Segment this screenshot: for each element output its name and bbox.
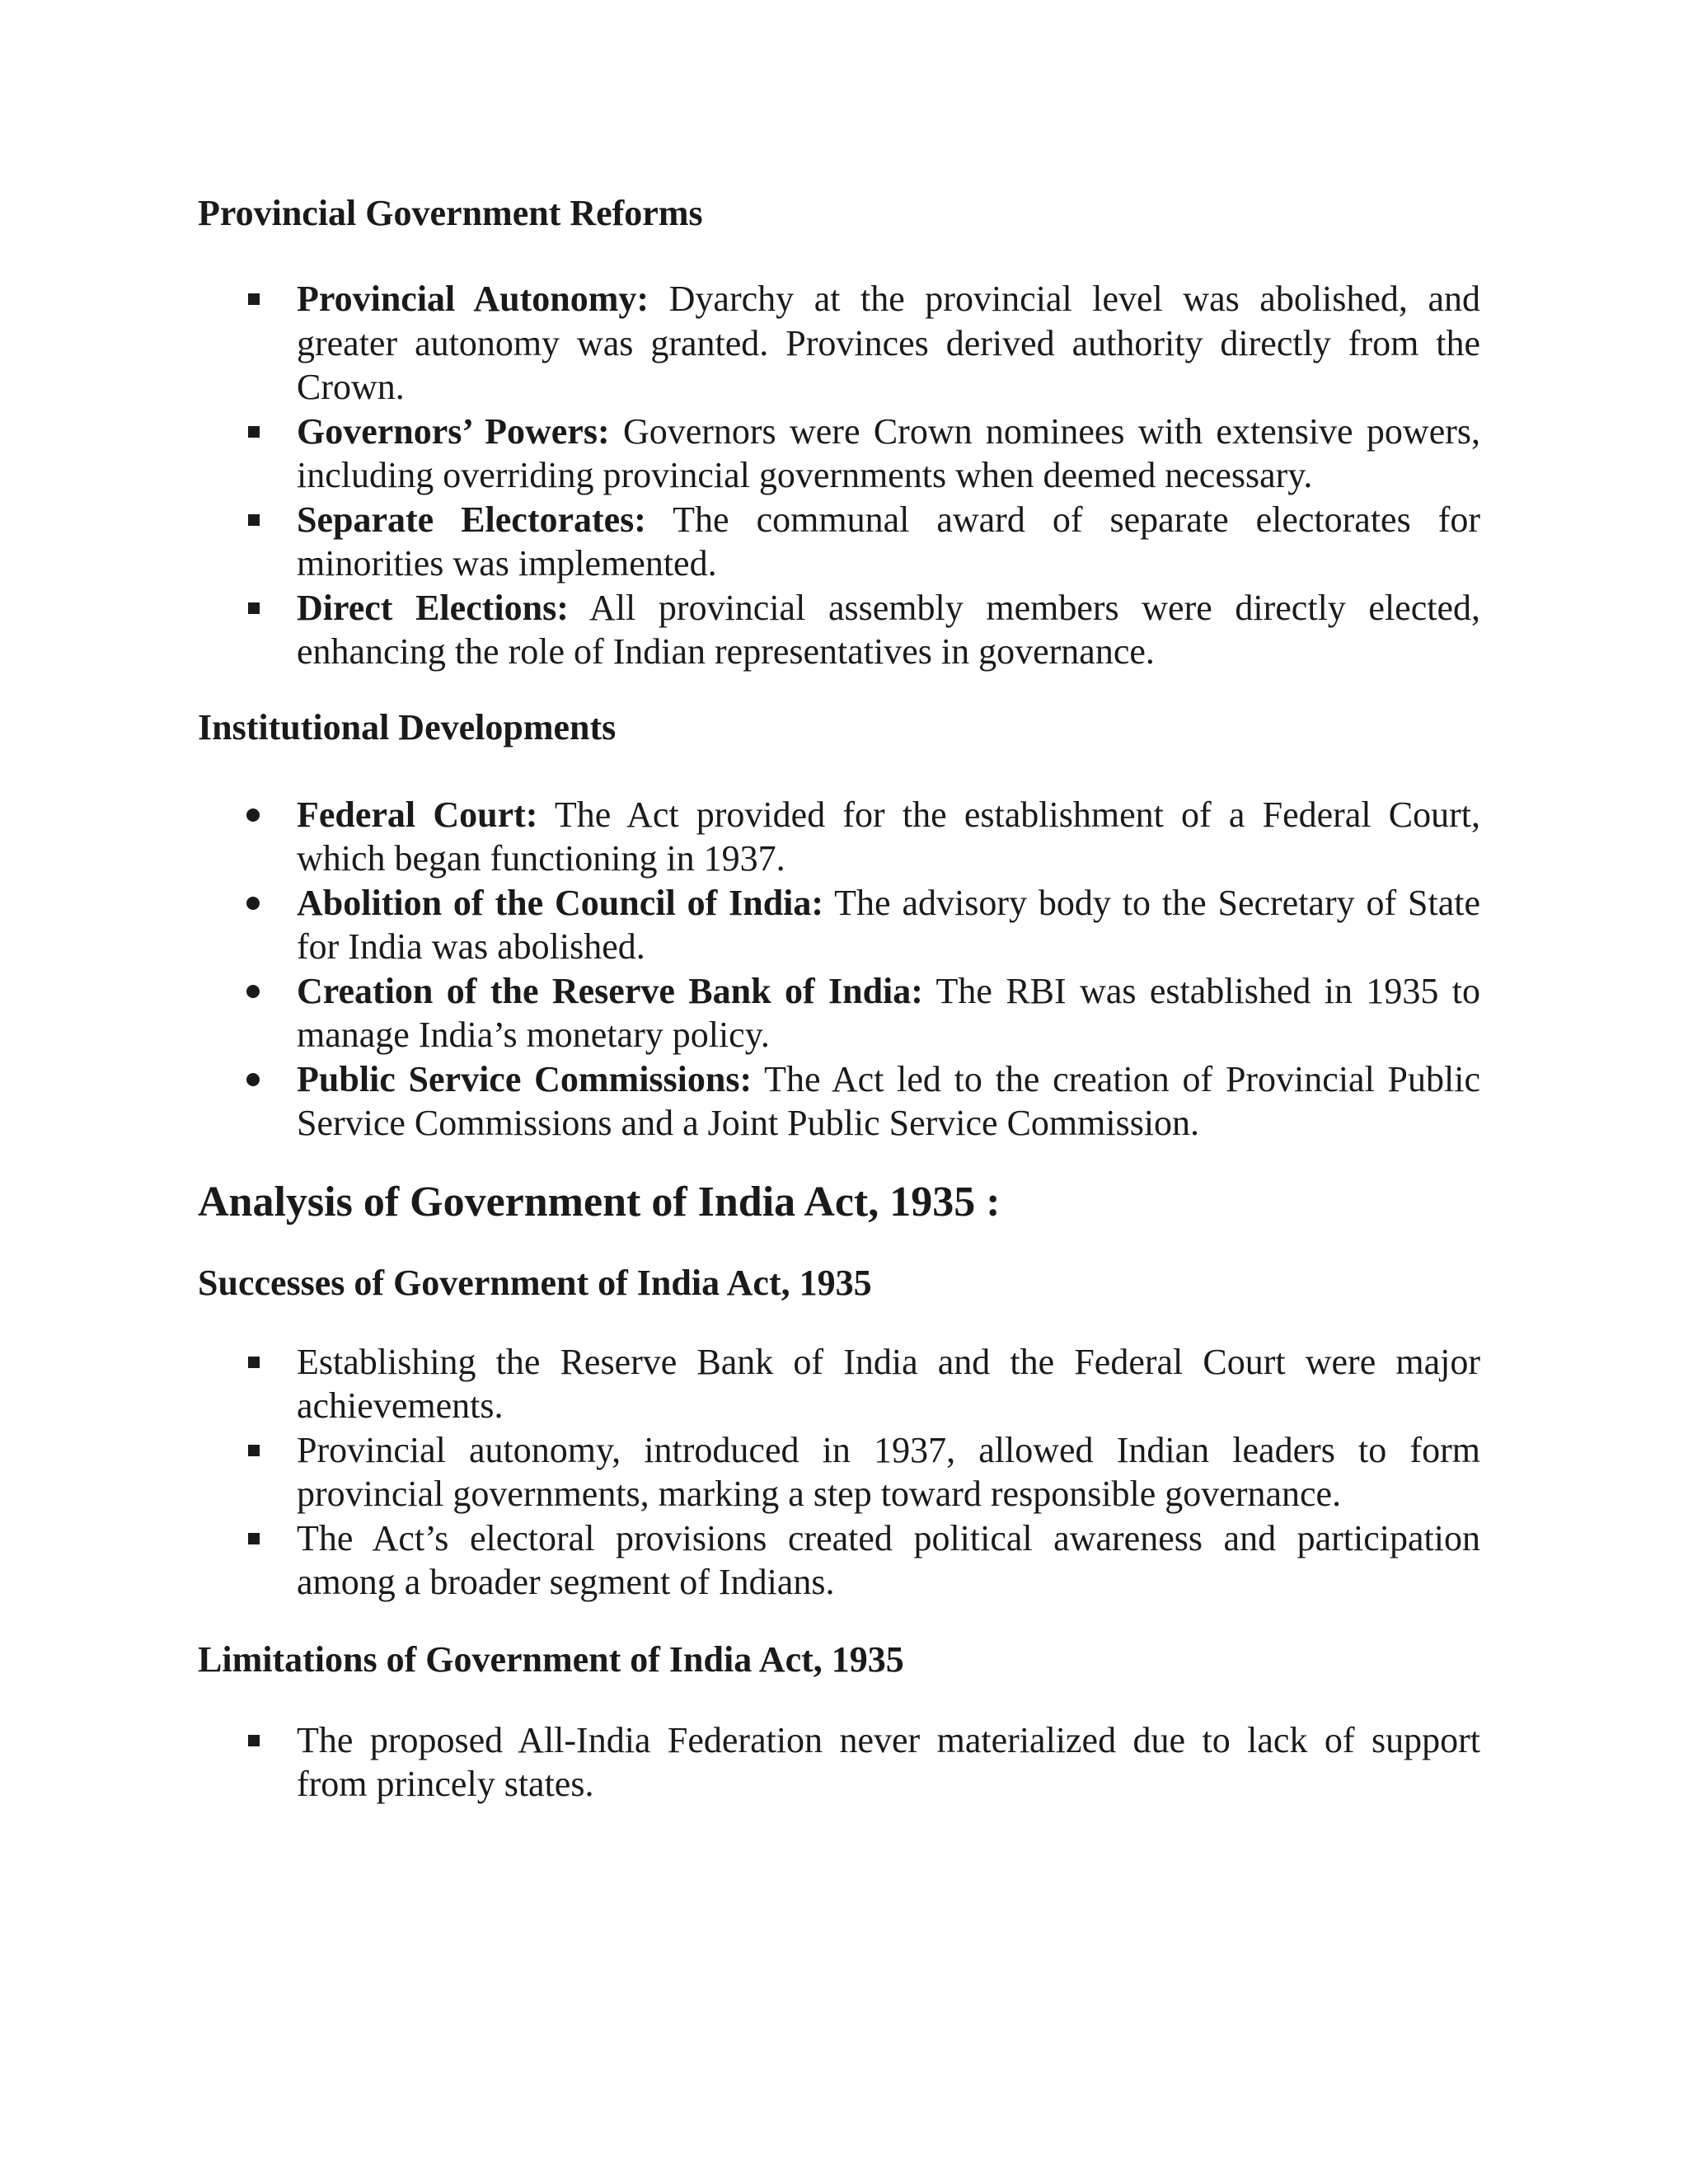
institutional-developments-list bbox=[198, 793, 1480, 1146]
item-term: Direct Elections: bbox=[297, 587, 569, 628]
item-text: The Act led to the creation of Provincial Public Service Commissions and a Joint Public Service Commission. bbox=[297, 1058, 1480, 1143]
round-bullet-icon bbox=[248, 1057, 273, 1102]
square-bullet-icon bbox=[248, 1340, 273, 1385]
item-text: Establishing the Reserve Bank of India and the Federal Court were major achievements. bbox=[297, 1341, 1480, 1426]
successes-list bbox=[198, 1340, 1480, 1605]
item-text: The communal award of separate electorates for minorities was implemented. bbox=[297, 499, 1481, 583]
provincial-reforms-list bbox=[198, 277, 1480, 674]
limitations-heading: Limitations of Government of India Act, 1935 bbox=[198, 1638, 904, 1680]
item-text: All provincial assembly members were directly elected, enhancing the role of Indian representatives in governance. bbox=[297, 587, 1480, 672]
document-page bbox=[198, 191, 1480, 1807]
list-item bbox=[198, 793, 1480, 881]
item-term: Creation of the Reserve Bank of India: bbox=[297, 970, 923, 1011]
item-text: Dyarchy at the provincial level was abolished, and greater autonomy was granted. Provinces derived authority directly from the Crown. bbox=[297, 279, 1480, 407]
provincial-reforms-heading: Provincial Government Reforms bbox=[198, 193, 703, 233]
item-text: The Act’s electoral provisions created political awareness and participation among a broader segment of Indians. bbox=[297, 1517, 1480, 1602]
round-bullet-icon bbox=[248, 881, 273, 926]
square-bullet-icon bbox=[248, 277, 273, 321]
institutional-developments-heading: Institutional Developments bbox=[198, 706, 617, 748]
analysis-heading: Analysis of Government of India Act, 1935 : bbox=[198, 1178, 1001, 1226]
limitations-section bbox=[198, 1638, 1480, 1807]
item-text: The Act provided for the establishment of a Federal Court, which began functioning in 1937. bbox=[297, 794, 1480, 879]
item-text: Provincial autonomy, introduced in 1937, allowed Indian leaders to form provincial governments, marking a step toward responsible governance. bbox=[297, 1429, 1480, 1514]
list-item bbox=[198, 1057, 1480, 1146]
square-bullet-icon bbox=[248, 1428, 273, 1473]
list-item bbox=[198, 1516, 1480, 1605]
item-text: The RBI was established in 1935 to manage India’s monetary policy. bbox=[297, 970, 1481, 1055]
limitations-list bbox=[198, 1718, 1480, 1807]
item-term: Abolition of the Council of India: bbox=[297, 882, 824, 923]
square-bullet-icon bbox=[248, 1718, 273, 1763]
round-bullet-icon bbox=[248, 793, 273, 837]
institutional-section bbox=[198, 705, 1480, 1146]
item-text: The proposed All-India Federation never materialized due to lack of support from princely states. bbox=[297, 1719, 1480, 1804]
list-item bbox=[198, 586, 1480, 674]
list-item bbox=[198, 881, 1480, 969]
square-bullet-icon bbox=[248, 1516, 273, 1561]
list-item bbox=[198, 410, 1480, 498]
list-item bbox=[198, 1428, 1480, 1516]
list-item bbox=[198, 1718, 1480, 1807]
square-bullet-icon bbox=[248, 498, 273, 542]
list-item bbox=[198, 1340, 1480, 1428]
successes-heading: Successes of Government of India Act, 1935 bbox=[198, 1262, 872, 1303]
item-term: Separate Electorates: bbox=[297, 499, 646, 540]
item-text: Governors were Crown nominees with extensive powers, including overriding provincial governments when deemed necessary. bbox=[297, 410, 1480, 495]
item-term: Provincial Autonomy: bbox=[297, 279, 649, 319]
list-item bbox=[198, 277, 1480, 410]
round-bullet-icon bbox=[248, 969, 273, 1014]
list-item bbox=[198, 498, 1480, 586]
square-bullet-icon bbox=[248, 410, 273, 454]
square-bullet-icon bbox=[248, 586, 273, 630]
item-text: The advisory body to the Secretary of State for India was abolished. bbox=[297, 882, 1480, 967]
list-item bbox=[198, 969, 1480, 1057]
item-term: Federal Court: bbox=[297, 794, 538, 835]
item-term: Public Service Commissions: bbox=[297, 1058, 753, 1099]
successes-section bbox=[198, 1261, 1480, 1605]
item-term: Governors’ Powers: bbox=[297, 410, 610, 452]
